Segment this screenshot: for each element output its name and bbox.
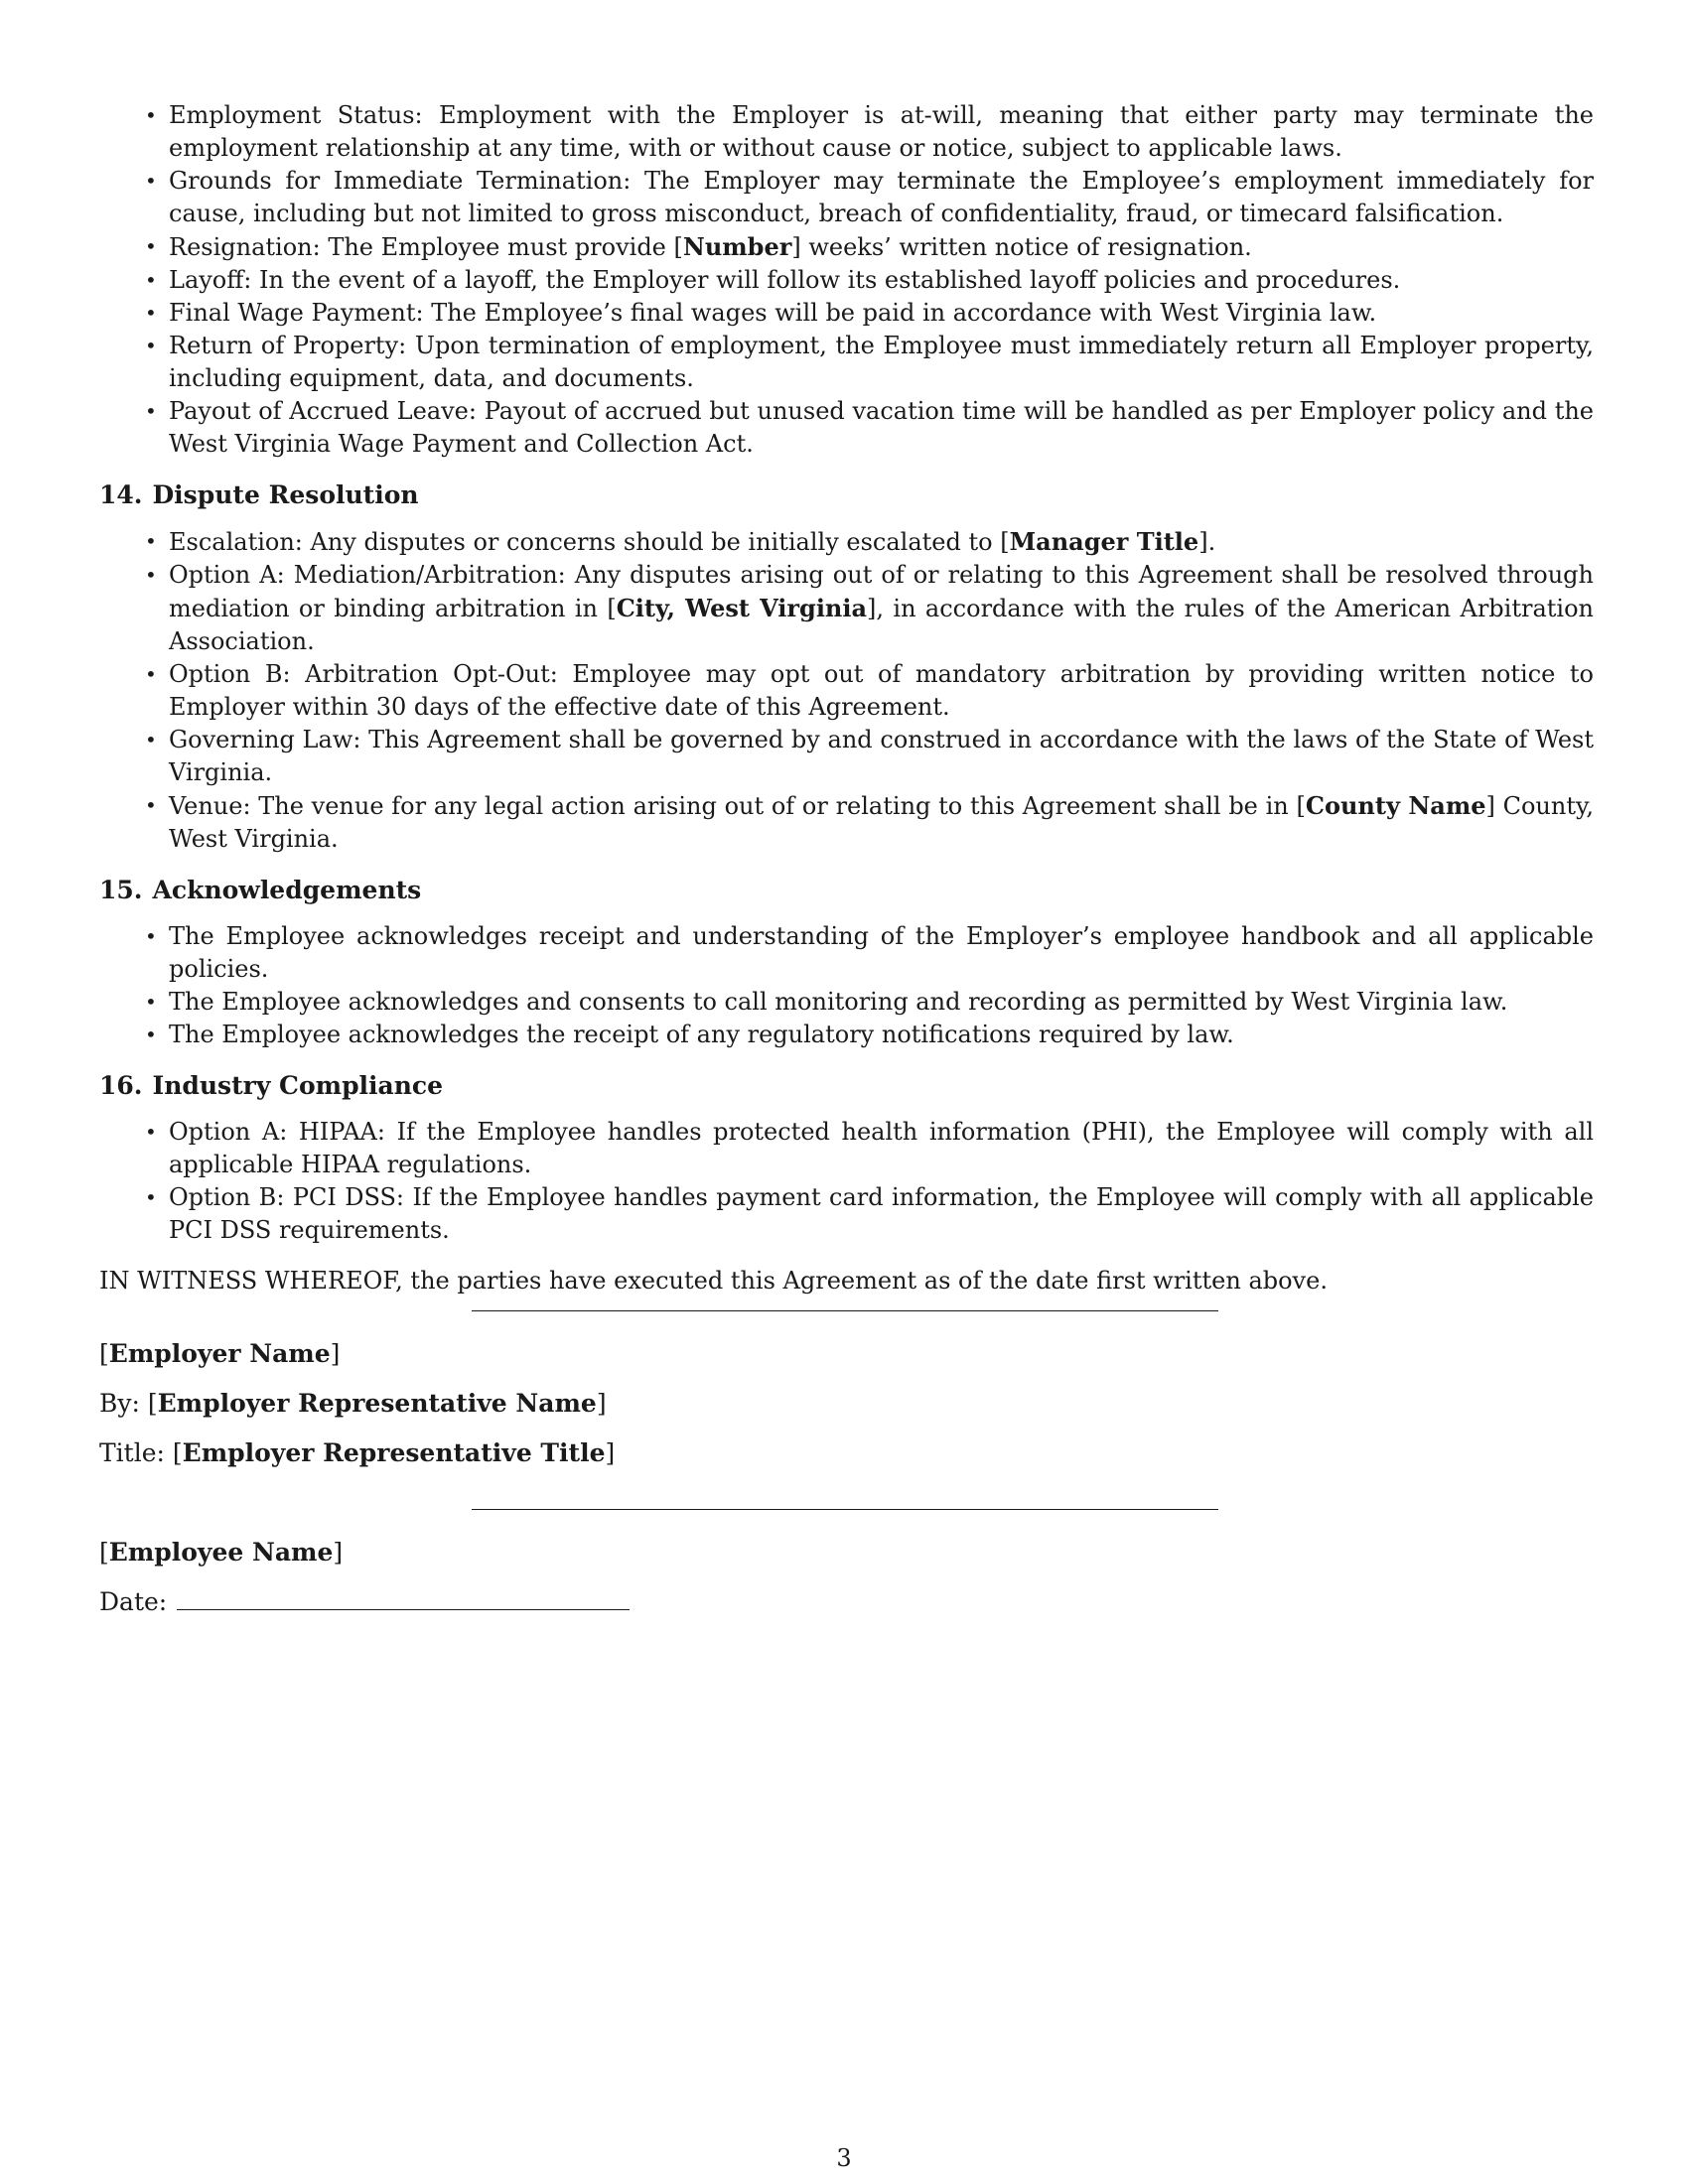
date-line — [177, 1587, 630, 1610]
list-item: • Grounds for Immediate Termination: The Employer may terminate the Employee’s employment immediately for cause, including but not limited to gross misconduct, breach of confidentiality, fraud, or timecard falsification. — [145, 167, 1594, 227]
list-item: • The Employee acknowledges receipt and understanding of the Employer’s employee handbook and all applicable policies. — [145, 922, 1594, 983]
section-15-heading: 15. Acknowledgements — [99, 876, 422, 904]
list-item: • The Employee acknowledges and consents to call monitoring and recording as permitted by West Virginia law. — [145, 988, 1508, 1016]
list-item: • Option B: Arbitration Opt-Out: Employee may opt out of mandatory arbitration by providing written notice to Employer within 30 days of the effective date of this Agreement. — [145, 660, 1594, 721]
employer-rep-name: By: [Employer Representative Name] — [99, 1389, 607, 1418]
list-item: • Layoff: In the event of a layoff, the Employer will follow its established layoff policies and procedures. — [145, 266, 1401, 294]
section-13-list — [99, 99, 1594, 461]
employer-name: [Employer Name] — [99, 1339, 341, 1368]
date-field: Date: — [99, 1585, 630, 1618]
list-item: • Escalation: Any disputes or concerns should be initially escalated to [Manager Title]. — [145, 527, 1216, 556]
page-number: 3 — [836, 2144, 852, 2172]
list-item: • Employment Status: Employment with the Employer is at-will, meaning that either party may terminate the employment relationship at any time, with or without cause or notice, subject to applicable laws. — [145, 101, 1594, 162]
witness-clause: IN WITNESS WHEREOF, the parties have executed this Agreement as of the date first written above. — [99, 1267, 1328, 1295]
section-15-list — [99, 920, 1594, 1051]
employee-signature-line — [472, 1509, 1218, 1510]
list-item: • Payout of Accrued Leave: Payout of accrued but unused vacation time will be handled as per Employer policy and the West Virginia Wage Payment and Collection Act. — [145, 397, 1594, 458]
employer-rep-title: Title: [Employer Representative Title] — [99, 1438, 616, 1467]
document-page — [99, 99, 1594, 1297]
section-14-list — [99, 525, 1594, 856]
section-16-list — [99, 1116, 1594, 1247]
placeholder-city: City, West Virginia — [616, 594, 868, 622]
list-item: • The Employee acknowledges the receipt of any regulatory notifications required by law. — [145, 1021, 1234, 1048]
employer-signature-line — [472, 1310, 1218, 1311]
section-16-heading: 16. Industry Compliance — [99, 1071, 444, 1100]
list-item: • Governing Law: This Agreement shall be governed by and construed in accordance with the laws of the State of West Virginia. — [145, 726, 1594, 786]
list-item: • Resignation: The Employee must provide [Number] weeks’ written notice of resignation. — [145, 232, 1252, 261]
list-item: • Return of Property: Upon termination of employment, the Employee must immediately return all Employer property, including equipment, data, and documents. — [145, 332, 1594, 392]
list-item: • Option B: PCI DSS: If the Employee handles payment card information, the Employee will comply with all applicable PCI DSS requirements. — [145, 1183, 1594, 1244]
placeholder-manager-title: Manager Title — [1009, 527, 1199, 556]
section-14-heading: 14. Dispute Resolution — [99, 480, 419, 509]
list-item: • Venue: The venue for any legal action arising out of or relating to this Agreement shall be in [County Name] County, West Virginia. — [145, 791, 1594, 853]
list-item: • Option A: Mediation/Arbitration: Any disputes arising out of or relating to this Agreement shall be resolved through mediation or binding arbitration in [City, West Virginia], in accordance with the rules of the American Arbitration Association. — [145, 561, 1594, 655]
placeholder-number: Number — [682, 232, 792, 261]
list-item: • Option A: HIPAA: If the Employee handles protected health information (PHI), the Employee will comply with all applicable HIPAA regulations. — [145, 1118, 1594, 1178]
placeholder-county: County Name — [1305, 791, 1486, 820]
list-item: • Final Wage Payment: The Employee’s final wages will be paid in accordance with West Virginia law. — [145, 299, 1377, 327]
employee-name: [Employee Name] — [99, 1538, 344, 1567]
